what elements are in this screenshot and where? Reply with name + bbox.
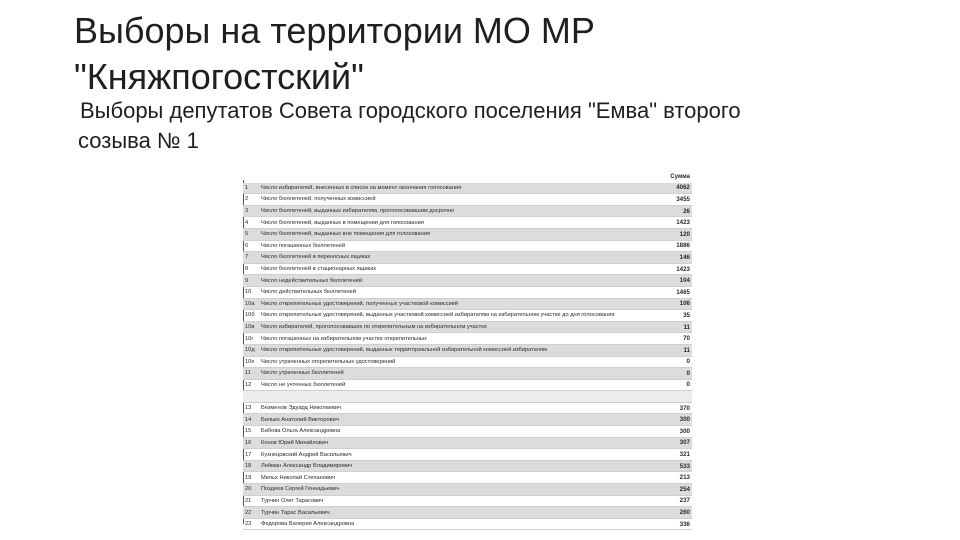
row-number: 14 bbox=[243, 414, 259, 426]
row-number: 11 bbox=[243, 368, 259, 380]
row-label: Число утраченных открепительных удостоверений bbox=[259, 356, 661, 368]
row-number: 23 bbox=[243, 518, 259, 530]
row-number: 10в bbox=[243, 321, 259, 333]
table-row bbox=[243, 518, 692, 530]
row-number: 18 bbox=[243, 460, 259, 472]
separator-cell bbox=[661, 391, 692, 403]
row-number: 13 bbox=[243, 402, 259, 414]
row-value: 104 bbox=[661, 275, 692, 287]
header-empty-label bbox=[259, 172, 661, 183]
table-row bbox=[243, 495, 692, 507]
row-label: Белько Анатолий Викторович bbox=[259, 414, 661, 426]
row-label: Безменов Эдуард Николаевич bbox=[259, 402, 661, 414]
table-row bbox=[243, 368, 692, 380]
row-number: 8 bbox=[243, 263, 259, 275]
row-value: 1465 bbox=[661, 286, 692, 298]
row-label: Число не учтенных бюллетеней bbox=[259, 379, 661, 391]
row-value: 1423 bbox=[661, 217, 692, 229]
row-label: Число бюллетеней в стационарных ящиках bbox=[259, 263, 661, 275]
row-number: 22 bbox=[243, 507, 259, 519]
row-label: Бабова Ольга Александровна bbox=[259, 426, 661, 438]
row-number: 20 bbox=[243, 484, 259, 496]
row-value: 11 bbox=[661, 344, 692, 356]
row-number: 10б bbox=[243, 310, 259, 322]
table-row bbox=[243, 275, 692, 287]
slide-title: Выборы на территории МО МР "Княжпогостский" bbox=[74, 10, 595, 97]
table-row bbox=[243, 333, 692, 345]
row-value: 1423 bbox=[661, 263, 692, 275]
table-row bbox=[243, 484, 692, 496]
results-table bbox=[243, 172, 692, 530]
row-value: 26 bbox=[661, 205, 692, 217]
row-label: Мельх Николай Степанович bbox=[259, 472, 661, 484]
row-value: 35 bbox=[661, 310, 692, 322]
row-label: Лейман Александр Владимирович bbox=[259, 460, 661, 472]
table-row bbox=[243, 344, 692, 356]
row-label: Число погашенных бюллетеней bbox=[259, 240, 661, 252]
row-label: Число бюллетеней, полученных комиссией bbox=[259, 194, 661, 206]
table-row bbox=[243, 205, 692, 217]
subtitle-line-2: созыва № 1 bbox=[78, 128, 199, 153]
row-label: Число бюллетеней, выданных в помещении для голосования bbox=[259, 217, 661, 229]
row-number: 2 bbox=[243, 194, 259, 206]
header-sum: Сумма bbox=[670, 174, 690, 181]
row-label: Число бюллетеней, выданных вне помещения для голосования bbox=[259, 228, 661, 240]
row-label: Число действительных бюллетеней bbox=[259, 286, 661, 298]
row-label: Число открепительных удостоверений, полученных участковой комиссией bbox=[259, 298, 661, 310]
row-value: 213 bbox=[661, 472, 692, 484]
table-row bbox=[243, 263, 692, 275]
row-label: Число бюллетеней в переносных ящиках bbox=[259, 252, 661, 264]
table-row bbox=[243, 507, 692, 519]
table-row bbox=[243, 252, 692, 264]
row-label: Число открепительных удостоверений, выданных участковой комиссией избирателям на избирательном участке до дня голосования bbox=[259, 310, 661, 322]
table-row bbox=[243, 298, 692, 310]
slide-subtitle bbox=[80, 96, 900, 156]
table-row bbox=[243, 286, 692, 298]
table-row bbox=[243, 240, 692, 252]
row-value: 106 bbox=[661, 298, 692, 310]
row-number: 7 bbox=[243, 252, 259, 264]
row-label: Турчин Олег Тарасович bbox=[259, 495, 661, 507]
row-value: 254 bbox=[661, 484, 692, 496]
row-label: Кузнецовский Андрей Васильевич bbox=[259, 449, 661, 461]
row-value: 300 bbox=[661, 414, 692, 426]
table-separator-row bbox=[243, 391, 692, 403]
table-row bbox=[243, 414, 692, 426]
row-value: 260 bbox=[661, 507, 692, 519]
table-row bbox=[243, 402, 692, 414]
row-number: 9 bbox=[243, 275, 259, 287]
row-value: 0 bbox=[661, 368, 692, 380]
results-table-body bbox=[243, 183, 692, 530]
row-number: 4 bbox=[243, 217, 259, 229]
row-value: 4062 bbox=[661, 183, 692, 194]
row-value: 1886 bbox=[661, 240, 692, 252]
row-number: 10а bbox=[243, 298, 259, 310]
row-label: Число открепительных удостоверений, выданных территориальной избирательной комиссией избирателям bbox=[259, 344, 661, 356]
row-number: 1 bbox=[243, 183, 259, 194]
table-row bbox=[243, 321, 692, 333]
results-table-container bbox=[243, 172, 692, 530]
table-row bbox=[243, 426, 692, 438]
row-value: 11 bbox=[661, 321, 692, 333]
table-row bbox=[243, 183, 692, 194]
row-value: 370 bbox=[661, 402, 692, 414]
row-number: 10г bbox=[243, 333, 259, 345]
table-row bbox=[243, 379, 692, 391]
subtitle-line-1: Выборы депутатов Совета городского поселения "Емва" второго bbox=[80, 98, 741, 123]
row-label: Поздеев Сергей Геннадьевич bbox=[259, 484, 661, 496]
row-number: 10д bbox=[243, 344, 259, 356]
row-value: 307 bbox=[661, 437, 692, 449]
row-label: Число недействительных бюллетеней bbox=[259, 275, 661, 287]
table-row bbox=[243, 310, 692, 322]
row-number: 21 bbox=[243, 495, 259, 507]
row-label: Число избирателей, проголосовавших по открепительным на избирательном участке bbox=[259, 321, 661, 333]
row-number: 16 bbox=[243, 437, 259, 449]
separator-cell bbox=[243, 391, 259, 403]
table-row bbox=[243, 460, 692, 472]
row-label: Число утраченных бюллетеней bbox=[259, 368, 661, 380]
table-row bbox=[243, 437, 692, 449]
row-value: 70 bbox=[661, 333, 692, 345]
row-number: 10е bbox=[243, 356, 259, 368]
row-value: 120 bbox=[661, 228, 692, 240]
row-number: 19 bbox=[243, 472, 259, 484]
row-number: 10 bbox=[243, 286, 259, 298]
row-value: 146 bbox=[661, 252, 692, 264]
table-header-row bbox=[243, 172, 692, 183]
row-number: 5 bbox=[243, 228, 259, 240]
table-row bbox=[243, 194, 692, 206]
header-empty-num bbox=[243, 172, 259, 183]
table-row bbox=[243, 356, 692, 368]
row-label: Федорова Валерия Александровна bbox=[259, 518, 661, 530]
row-label: Число избирателей, внесенных в список на момент окончания голосования bbox=[259, 183, 661, 194]
row-value: 237 bbox=[661, 495, 692, 507]
table-row bbox=[243, 472, 692, 484]
table-row bbox=[243, 449, 692, 461]
row-value: 321 bbox=[661, 449, 692, 461]
row-number: 17 bbox=[243, 449, 259, 461]
row-label: Конов Юрий Михайлович bbox=[259, 437, 661, 449]
row-value: 533 bbox=[661, 460, 692, 472]
table-row bbox=[243, 228, 692, 240]
row-value: 336 bbox=[661, 518, 692, 530]
row-label: Число погашенных на избирательном участке открепительных bbox=[259, 333, 661, 345]
row-label: Турчин Тарас Васильевич bbox=[259, 507, 661, 519]
row-value: 0 bbox=[661, 379, 692, 391]
row-label: Число бюллетеней, выданных избирателям, проголосовавшим досрочно bbox=[259, 205, 661, 217]
row-value: 300 bbox=[661, 426, 692, 438]
row-value: 0 bbox=[661, 356, 692, 368]
row-value: 3455 bbox=[661, 194, 692, 206]
table-row bbox=[243, 217, 692, 229]
row-number: 12 bbox=[243, 379, 259, 391]
row-number: 3 bbox=[243, 205, 259, 217]
row-number: 15 bbox=[243, 426, 259, 438]
row-number: 6 bbox=[243, 240, 259, 252]
separator-cell bbox=[259, 391, 661, 403]
